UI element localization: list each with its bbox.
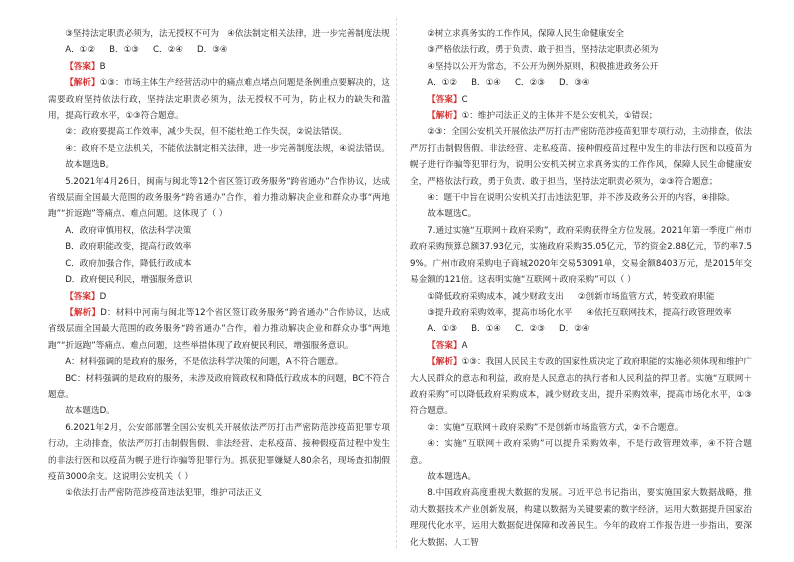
q7-choice-b: B．①④	[471, 324, 501, 335]
q4-explain-2: ②：政府要提高工作效率，减少失误，但不能杜绝工作失误，②说法错误。	[65, 127, 348, 138]
q7-options-row1	[410, 289, 752, 305]
q7-options-row2	[410, 305, 752, 321]
q5-conclude: 故本题选D。	[65, 406, 115, 417]
q4-choices	[48, 42, 390, 58]
q6-conclude: 故本题选C。	[427, 209, 477, 220]
q7-option-2: ②创新市场监管方式，转变政府职能	[577, 291, 715, 302]
q6-option-1: ①依法打击严密防范涉疫苗违法犯罪，维护司法正义	[65, 488, 262, 499]
q6-choice-b: B．①④	[471, 78, 501, 89]
q5-explain-1: 【解析】D：材料中河南与闽北等12个省区签订政务服务“跨省通办”合作协议，达成省级层面全国最大范围的政务服务“跨省通办”合作，着力推动解决企业和群众办事“两地跑”“折返跑”等痛点、难点问题，这些举措体现了政府便民利民，增强服务意识。	[48, 307, 390, 351]
q6-explain-3: ④：题干中旨在说明公安机关打击违法犯罪，并不涉及政务公开的内容，④排除。	[427, 193, 735, 204]
q6-option-2: ②树立求真务实的工作作风，保障人民生命健康安全	[427, 29, 624, 39]
q7-option-1: ①降低政府采购成本，减少财政支出	[427, 291, 564, 302]
q6-explain-1: 【解析】①：维护司法正义的主体并不是公安机关，①错误；	[427, 111, 658, 122]
q7-option-3: ③提升政府采购效率，提高市场化水平	[427, 307, 573, 318]
q4-choice-d: D．③④	[197, 45, 228, 56]
q4-choice-c: C．②④	[152, 45, 183, 56]
q5-explain-3: BC：材料强调的是政府的服务，未涉及政府简政权和降低行政成本的问题，BC不符合题意。	[48, 373, 390, 400]
q4-choice-b: B．①③	[109, 45, 139, 56]
q7-explain-2: ②：实施“互联网＋政府采购”不是创新市场监管方式，②不合题意。	[427, 422, 684, 433]
q7-choice-c: C．②③	[514, 324, 545, 335]
q5-option-a: A．政府审慎用权，依法科学决策	[65, 225, 192, 236]
q7-explain-3: ④：实施“互联网＋政府采购”可以提升采购效率，不是行政管理效率，④不符合题意。	[410, 439, 752, 466]
q4-conclude: 故本题选B。	[65, 160, 115, 171]
column-divider	[396, 18, 397, 548]
q5-option-c: C．政府加强合作，降低行政成本	[65, 258, 192, 269]
q7-option-4: ④依托互联网技术，提高行政管理效率	[586, 307, 732, 318]
q4-answer: 【答案】B	[65, 61, 106, 72]
q4-explain-1: 【解析】①③：市场主体生产经营活动中的痛点难点堵点问题是条例重点要解决的，这需要政府坚持依法行政，坚持法定职责必须为，法无授权不可为，防止权力的缺失和滥用，提高行政水平，①③符合题意。	[48, 78, 390, 122]
q6-stem: 6.2021年2月，公安部部署全国公安机关开展依法严厉打击严密防范涉疫苗犯罪专项行动，主动排查，依法严厉打击制假售假、非法经营、走私疫苗、接种假疫苗过程中发生的非法行医和以疫苗为幌子进行诈骗等犯罪行为。抓获犯罪嫌疑人80余名，现场查扣制假疫苗3000余支。这说明公安机关（ ）	[48, 422, 390, 482]
q6-choice-d: D．③④	[559, 78, 590, 89]
right-column	[410, 26, 752, 551]
q7-conclude: 故本题选A。	[427, 471, 477, 482]
q4-option-3-4: ③坚持法定职责必须为，法无授权不可为 ④依法制定相关法律，进一步完善制度法规	[65, 29, 390, 39]
q6-answer: 【答案】C	[427, 94, 468, 105]
q7-explain-1: 【解析】①③：我国人民民主专政的国家性质决定了政府职能的实施必须体现和维护广大人民群众的意志和利益，政府是人民意志的执行者和人民利益的捍卫者。实施“互联网＋政府采购”可以降低政府采购成本，减少财政支出，提升采购效率，提高市场化水平，①③符合题意。	[410, 357, 752, 417]
q7-answer: 【答案】A	[427, 340, 468, 351]
q5-option-b: B．政府职能改变，提高行政效率	[65, 242, 192, 253]
q4-choice-a: A．①②	[65, 45, 96, 56]
q4-explain-3: ④：政府不是立法机关，不能依法制定相关法律，进一步完善制度法规，④说法错误。	[65, 143, 390, 154]
q5-explain-2: A：材料强调的是政府的服务，不是依法科学决策的问题，A不符合题意。	[65, 357, 344, 368]
q5-option-d: D．政府便民利民，增强服务意识	[65, 275, 193, 286]
q7-choice-a: A．①③	[427, 324, 458, 335]
left-column	[48, 26, 390, 502]
q7-stem: 7.通过实施“互联网＋政府采购”，政府采购获得全方位发展。2021年第一季度广州市政府采购预算总额37.93亿元，实施政府采购35.05亿元，节约资金2.88亿元，节约率7.59%。广州市政府采购电子商城2020年交易53091单，交易金额8403万元，是2015年交易金额的121倍。这表明实施“互联网＋政府采购”可以（ ）	[410, 225, 752, 286]
q6-choices	[410, 75, 752, 91]
q6-choice-a: A．①②	[427, 78, 458, 89]
q6-option-3: ③严格依法行政，勇于负责、敢于担当，坚持法定职责必须为	[427, 45, 659, 56]
q8-stem: 8.中国政府高度重视大数据的发展。习近平总书记指出，要实施国家大数据战略，推动大数据技术产业创新发展，构建以数据为关键要素的数字经济，运用大数据提升国家治理现代化水平，运用大数据促进保障和改善民生。今年的政府工作报告进一步指出，要深化大数据、人工智	[410, 488, 752, 548]
q6-explain-2: ②③：全国公安机关开展依法严厉打击严密防范涉疫苗犯罪专项行动，主动排查，依法严厉打击制假售假、非法经营、走私疫苗、接种假疫苗过程中发生的非法行医和以疫苗为幌子进行诈骗等犯罪行为，说明公安机关树立求真务实的工作作风，保障人民生命健康安全，严格依法行政，勇于负责、敢于担当，坚持法定职责必须为，②③符合题意；	[410, 127, 752, 187]
q5-stem: 5.2021年4月26日，闽南与闽北等12个省区签订政务服务“跨省通办”合作协议，达成省级层面全国最大范围的政务服务“跨省通办”合作，着力推动解决企业和群众办事“两地跑”“折返跑”等痛点、难点问题。这体现了（ ）	[48, 176, 390, 220]
q7-choice-d: D．②④	[559, 324, 590, 335]
q6-option-4: ④坚持以公开为常态，不公开为例外原则，积极推进政务公开	[427, 61, 659, 72]
q6-choice-c: C．②③	[514, 78, 545, 89]
q7-choices	[410, 321, 752, 337]
q5-answer: 【答案】D	[65, 291, 107, 302]
